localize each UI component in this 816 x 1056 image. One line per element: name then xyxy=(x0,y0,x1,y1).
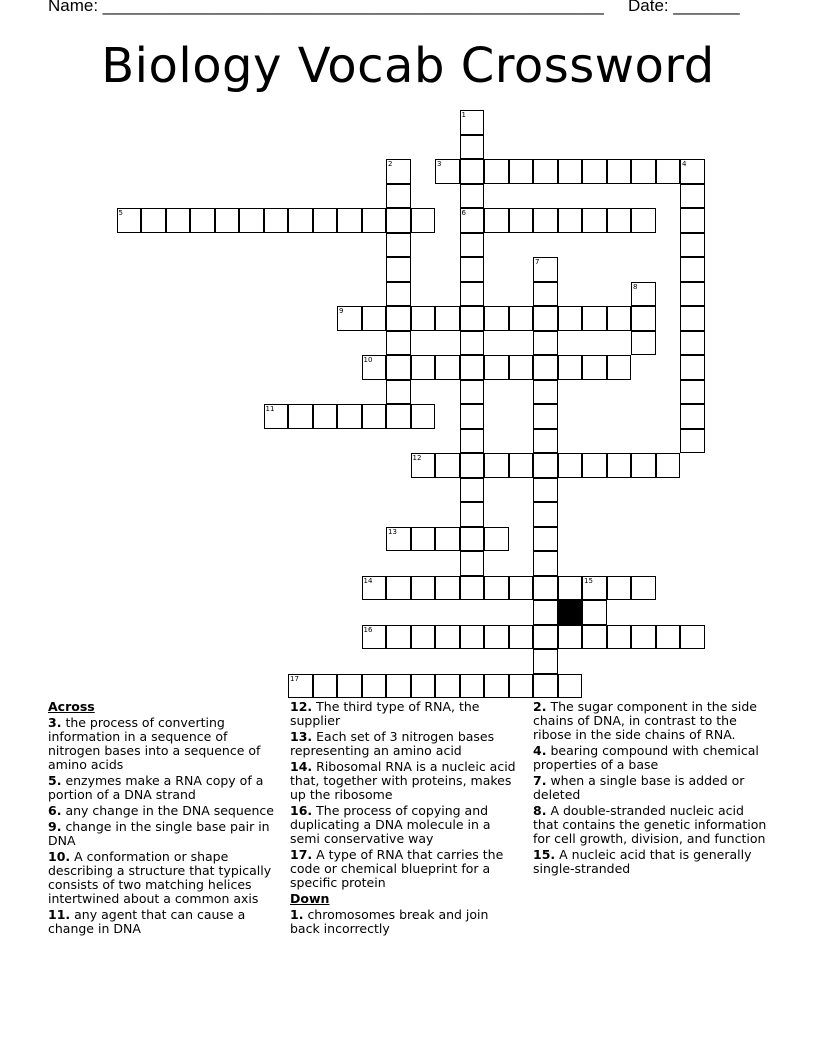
grid-cell[interactable] xyxy=(631,331,656,356)
clue-down-8: 8. A double-stranded nucleic acid that contains the genetic information for cell growth, division, and function xyxy=(533,803,767,846)
grid-cell[interactable] xyxy=(166,208,191,233)
grid-cell[interactable] xyxy=(533,527,558,552)
grid-cell[interactable] xyxy=(631,453,656,478)
grid-cell[interactable] xyxy=(460,355,485,380)
grid-cell[interactable] xyxy=(680,184,705,209)
grid-cell[interactable] xyxy=(386,576,411,601)
grid-cell[interactable] xyxy=(558,306,583,331)
grid-cell[interactable] xyxy=(215,208,240,233)
grid-cell[interactable] xyxy=(313,674,338,699)
grid-cell[interactable] xyxy=(460,306,485,331)
grid-cell[interactable] xyxy=(460,453,485,478)
clue-number: 4 xyxy=(682,160,687,168)
grid-cell[interactable] xyxy=(386,625,411,650)
grid-cell[interactable] xyxy=(680,625,705,650)
grid-cell[interactable] xyxy=(288,208,313,233)
grid-cell[interactable] xyxy=(460,233,485,258)
grid-cell[interactable] xyxy=(435,674,460,699)
clue-down-4: 4. bearing compound with chemical properties of a base xyxy=(533,743,759,772)
grid-cell[interactable] xyxy=(435,527,460,552)
clue-across-11: 11. any agent that can cause a change in DNA xyxy=(48,907,246,936)
grid-cell[interactable] xyxy=(680,233,705,258)
clue-down-1: 1. chromosomes break and join back incorrectly xyxy=(290,907,489,936)
grid-cell[interactable] xyxy=(631,306,656,331)
grid-cell[interactable] xyxy=(337,404,362,429)
clue-across-9: 9. change in the single base pair in DNA xyxy=(48,819,270,848)
grid-cell[interactable] xyxy=(411,527,436,552)
grid-cell[interactable] xyxy=(509,576,534,601)
grid-cell[interactable] xyxy=(460,380,485,405)
grid-cell[interactable] xyxy=(533,625,558,650)
grid-cell[interactable] xyxy=(582,159,607,184)
grid-cell[interactable] xyxy=(509,208,534,233)
grid-cell[interactable] xyxy=(533,257,558,282)
grid-cell[interactable] xyxy=(411,208,436,233)
grid-cell[interactable] xyxy=(582,576,607,601)
across-heading: Across xyxy=(48,699,95,714)
grid-cell[interactable] xyxy=(313,208,338,233)
clue-down-15: 15. A nucleic acid that is generally single-stranded xyxy=(533,847,752,876)
grid-cell[interactable] xyxy=(460,159,485,184)
clue-across-13: 13. Each set of 3 nitrogen bases representing an amino acid xyxy=(290,729,495,758)
grid-cell[interactable] xyxy=(509,159,534,184)
grid-cell[interactable] xyxy=(460,135,485,160)
date-field[interactable]: Date: _______ xyxy=(628,0,740,15)
grid-cell[interactable] xyxy=(386,355,411,380)
blocked-cell xyxy=(558,600,583,625)
grid-cell[interactable] xyxy=(386,208,411,233)
clue-number: 14 xyxy=(363,576,373,585)
grid-cell[interactable] xyxy=(460,576,485,601)
grid-cell[interactable] xyxy=(533,551,558,576)
grid-cell[interactable] xyxy=(582,306,607,331)
grid-cell[interactable] xyxy=(460,429,485,454)
grid-cell[interactable] xyxy=(680,306,705,331)
grid-cell[interactable] xyxy=(460,674,485,699)
grid-cell[interactable] xyxy=(509,453,534,478)
grid-cell[interactable] xyxy=(533,380,558,405)
grid-cell[interactable] xyxy=(509,674,534,699)
grid-cell[interactable] xyxy=(680,208,705,233)
grid-cell[interactable] xyxy=(411,576,436,601)
grid-cell[interactable] xyxy=(362,576,387,601)
grid-cell[interactable] xyxy=(484,527,509,552)
grid-cell[interactable] xyxy=(362,625,387,650)
grid-cell[interactable] xyxy=(533,306,558,331)
grid-cell[interactable] xyxy=(411,453,436,478)
grid-cell[interactable] xyxy=(141,208,166,233)
grid-cell[interactable] xyxy=(607,453,632,478)
grid-cell[interactable] xyxy=(435,306,460,331)
grid-cell[interactable] xyxy=(680,331,705,356)
grid-cell[interactable] xyxy=(509,306,534,331)
grid-cell[interactable] xyxy=(533,159,558,184)
grid-cell[interactable] xyxy=(484,159,509,184)
grid-cell[interactable] xyxy=(631,208,656,233)
grid-cell[interactable] xyxy=(435,159,460,184)
grid-cell[interactable] xyxy=(533,355,558,380)
grid-cell[interactable] xyxy=(680,404,705,429)
grid-cell[interactable] xyxy=(607,306,632,331)
clue-across-17: 17. A type of RNA that carries the code or chemical blueprint for a specific protein xyxy=(290,847,504,890)
grid-cell[interactable] xyxy=(533,453,558,478)
grid-cell[interactable] xyxy=(460,478,485,503)
grid-cell[interactable] xyxy=(460,502,485,527)
clue-across-10: 10. A conformation or shape describing a structure that typically consists of two matching helices intertwined about a common axis xyxy=(48,849,272,906)
clue-number: 7 xyxy=(535,258,540,266)
grid-cell[interactable] xyxy=(386,674,411,699)
grid-cell[interactable] xyxy=(607,159,632,184)
grid-cell[interactable] xyxy=(558,674,583,699)
clues-column-2 xyxy=(290,700,518,938)
grid-cell[interactable] xyxy=(631,282,656,307)
clue-number: 10 xyxy=(363,356,373,364)
clue-number: 8 xyxy=(633,282,638,291)
clue-number: 5 xyxy=(118,209,123,217)
grid-cell[interactable] xyxy=(386,527,411,552)
grid-cell[interactable] xyxy=(558,576,583,601)
grid-cell[interactable] xyxy=(411,355,436,380)
grid-cell[interactable] xyxy=(460,404,485,429)
grid-cell[interactable] xyxy=(386,159,411,184)
grid-cell[interactable] xyxy=(435,355,460,380)
grid-cell[interactable] xyxy=(558,453,583,478)
grid-cell[interactable] xyxy=(680,429,705,454)
grid-cell[interactable] xyxy=(533,331,558,356)
grid-cell[interactable] xyxy=(607,576,632,601)
clue-number: 15 xyxy=(584,576,593,585)
name-field[interactable]: Name: _____________________________________________________ xyxy=(48,0,604,15)
grid-cell[interactable] xyxy=(680,159,705,184)
grid-cell[interactable] xyxy=(680,257,705,282)
grid-cell[interactable] xyxy=(558,625,583,650)
grid-cell[interactable] xyxy=(607,625,632,650)
grid-cell[interactable] xyxy=(484,576,509,601)
grid-cell[interactable] xyxy=(533,282,558,307)
grid-cell[interactable] xyxy=(533,674,558,699)
grid-cell[interactable] xyxy=(484,674,509,699)
grid-cell[interactable] xyxy=(607,355,632,380)
grid-cell[interactable] xyxy=(362,674,387,699)
grid-cell[interactable] xyxy=(607,208,632,233)
grid-cell[interactable] xyxy=(582,208,607,233)
grid-cell[interactable] xyxy=(337,674,362,699)
grid-cell[interactable] xyxy=(460,208,485,233)
grid-cell[interactable] xyxy=(484,453,509,478)
grid-cell[interactable] xyxy=(411,306,436,331)
grid-cell[interactable] xyxy=(411,625,436,650)
grid-cell[interactable] xyxy=(680,282,705,307)
grid-cell[interactable] xyxy=(460,184,485,209)
grid-cell[interactable] xyxy=(435,625,460,650)
page-title: Biology Vocab Crossword xyxy=(101,38,715,94)
grid-cell[interactable] xyxy=(362,355,387,380)
grid-cell[interactable] xyxy=(386,331,411,356)
clue-across-3: 3. the process of converting information in a sequence of nitrogen bases into a sequence of amino acids xyxy=(48,715,261,772)
grid-cell[interactable] xyxy=(386,404,411,429)
grid-cell[interactable] xyxy=(484,306,509,331)
grid-cell[interactable] xyxy=(631,625,656,650)
grid-cell[interactable] xyxy=(460,257,485,282)
grid-cell[interactable] xyxy=(411,674,436,699)
grid-cell[interactable] xyxy=(362,208,387,233)
grid-cell[interactable] xyxy=(558,159,583,184)
grid-cell[interactable] xyxy=(509,625,534,650)
grid-cell[interactable] xyxy=(509,355,534,380)
clue-number: 6 xyxy=(461,209,466,217)
grid-cell[interactable] xyxy=(656,159,681,184)
grid-cell[interactable] xyxy=(680,355,705,380)
grid-cell[interactable] xyxy=(460,282,485,307)
grid-cell[interactable] xyxy=(656,625,681,650)
grid-cell[interactable] xyxy=(533,404,558,429)
grid-cell[interactable] xyxy=(386,306,411,331)
grid-cell[interactable] xyxy=(558,355,583,380)
grid-cell[interactable] xyxy=(386,380,411,405)
grid-cell[interactable] xyxy=(656,453,681,478)
grid-cell[interactable] xyxy=(582,453,607,478)
grid-cell[interactable] xyxy=(239,208,264,233)
grid-cell[interactable] xyxy=(533,208,558,233)
grid-cell[interactable] xyxy=(582,600,607,625)
grid-cell[interactable] xyxy=(582,625,607,650)
grid-cell[interactable] xyxy=(533,576,558,601)
grid-cell[interactable] xyxy=(337,208,362,233)
grid-cell[interactable] xyxy=(533,502,558,527)
clue-across-6: 6. any change in the DNA sequence xyxy=(48,803,274,818)
clues-column-1 xyxy=(48,700,280,938)
clues-column-3 xyxy=(533,700,773,878)
grid-cell[interactable] xyxy=(533,429,558,454)
clue-number: 17 xyxy=(290,674,299,683)
grid-cell[interactable] xyxy=(582,355,607,380)
clue-down-7: 7. when a single base is added or deleted xyxy=(533,773,745,802)
clue-number: 2 xyxy=(388,160,393,168)
grid-cell[interactable] xyxy=(484,355,509,380)
grid-cell[interactable] xyxy=(680,380,705,405)
clue-across-5: 5. enzymes make a RNA copy of a portion of a DNA strand xyxy=(48,773,264,802)
clue-number: 1 xyxy=(461,111,466,119)
grid-cell[interactable] xyxy=(533,478,558,503)
grid-cell[interactable] xyxy=(558,208,583,233)
grid-cell[interactable] xyxy=(460,527,485,552)
grid-cell[interactable] xyxy=(460,331,485,356)
grid-cell[interactable] xyxy=(533,649,558,674)
grid-cell[interactable] xyxy=(264,208,289,233)
clue-number: 16 xyxy=(363,625,373,634)
grid-cell[interactable] xyxy=(288,674,313,699)
grid-cell[interactable] xyxy=(411,404,436,429)
grid-cell[interactable] xyxy=(337,306,362,331)
grid-cell[interactable] xyxy=(386,233,411,258)
grid-cell[interactable] xyxy=(190,208,215,233)
grid-cell[interactable] xyxy=(484,625,509,650)
clue-down-2: 2. The sugar component in the side chains of DNA, in contrast to the ribose in the side chains of RNA. xyxy=(533,699,757,742)
grid-cell[interactable] xyxy=(631,159,656,184)
grid-cell[interactable] xyxy=(435,576,460,601)
grid-cell[interactable] xyxy=(386,184,411,209)
down-heading: Down xyxy=(290,891,330,906)
grid-cell[interactable] xyxy=(386,282,411,307)
grid-cell[interactable] xyxy=(117,208,142,233)
grid-cell[interactable] xyxy=(460,551,485,576)
grid-cell[interactable] xyxy=(386,257,411,282)
clue-number: 13 xyxy=(388,527,397,536)
clue-number: 12 xyxy=(412,454,422,462)
clue-number: 11 xyxy=(265,405,275,413)
grid-cell[interactable] xyxy=(362,404,387,429)
grid-cell[interactable] xyxy=(435,453,460,478)
clue-across-14: 14. Ribosomal RNA is a nucleic acid that, together with proteins, makes up the ribosome xyxy=(290,759,516,802)
grid-cell[interactable] xyxy=(288,404,313,429)
grid-cell[interactable] xyxy=(631,576,656,601)
clue-across-12: 12. The third type of RNA, the supplier xyxy=(290,699,480,728)
clue-across-16: 16. The process of copying and duplicating a DNA molecule in a semi conservative way xyxy=(290,803,491,846)
clue-number: 3 xyxy=(437,160,442,168)
grid-cell[interactable] xyxy=(484,208,509,233)
clue-number: 9 xyxy=(339,307,344,315)
grid-cell[interactable] xyxy=(264,404,289,429)
grid-cell[interactable] xyxy=(362,306,387,331)
grid-cell[interactable] xyxy=(460,625,485,650)
grid-cell[interactable] xyxy=(313,404,338,429)
grid-cell[interactable] xyxy=(533,600,558,625)
grid-cell[interactable] xyxy=(460,110,485,135)
